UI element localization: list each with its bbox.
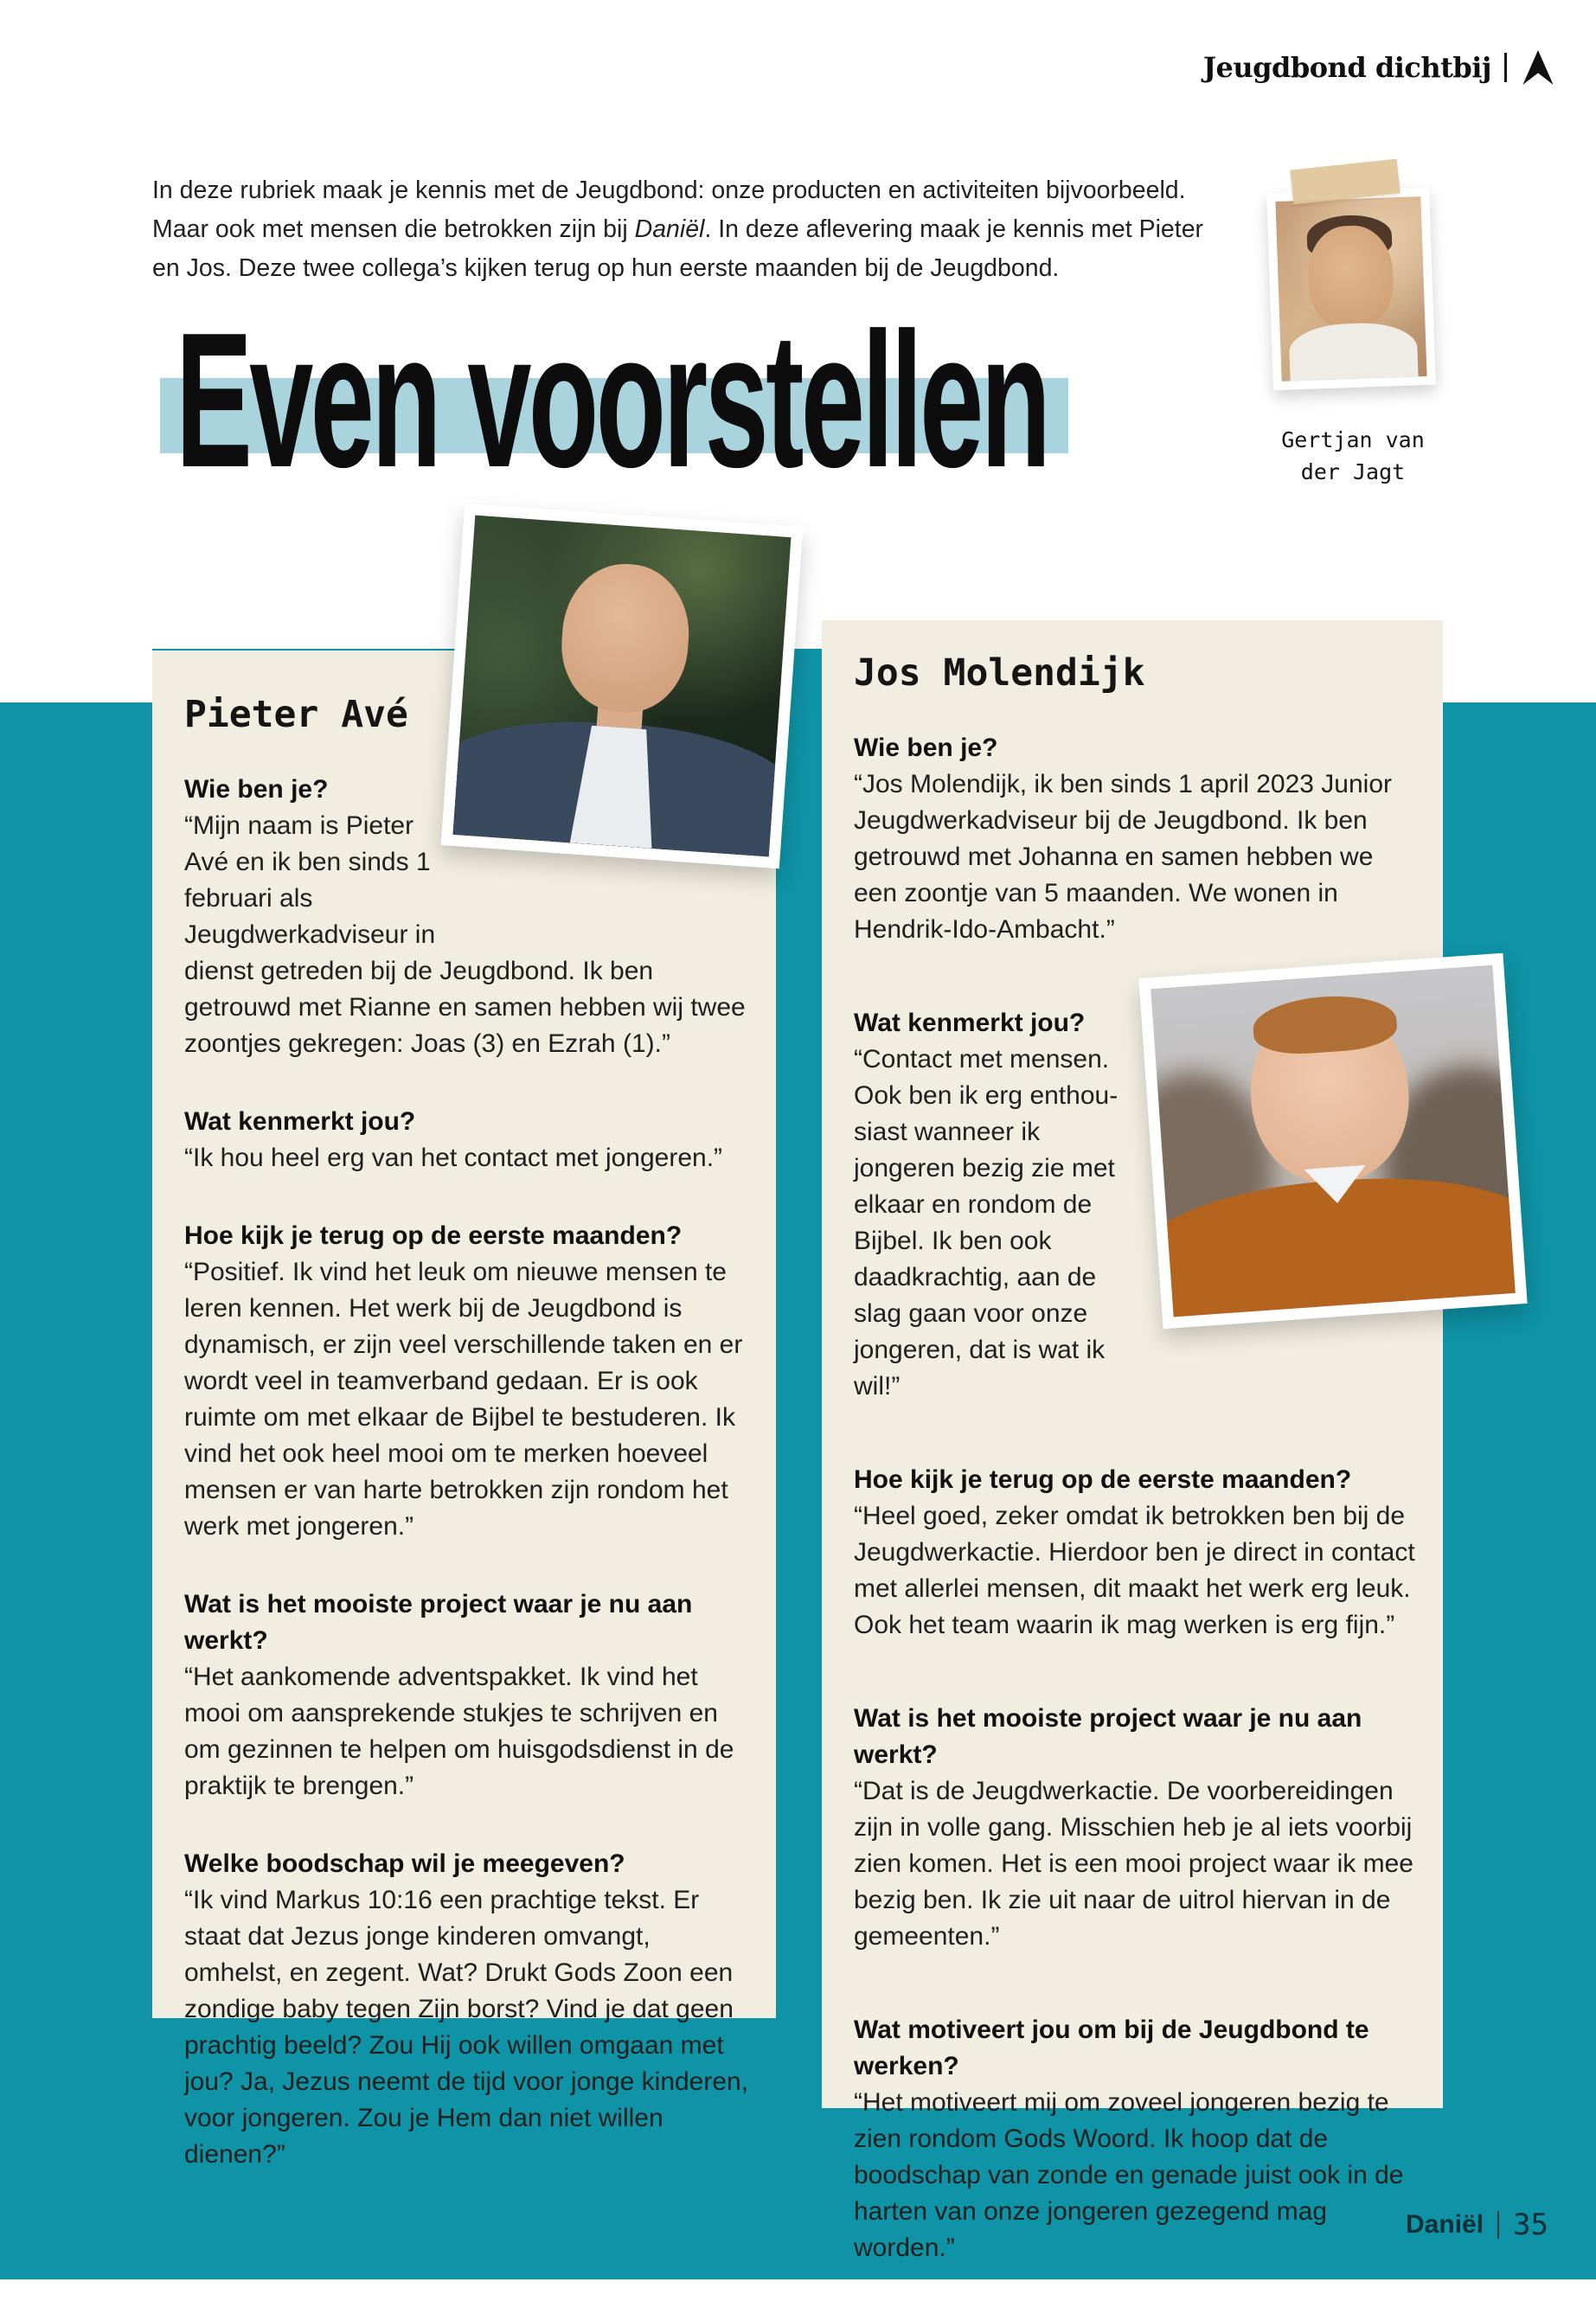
panel-jos: [822, 620, 1443, 2262]
footer-magazine-name: Daniël: [1406, 2210, 1484, 2239]
polaroid-gertjan: [1266, 188, 1436, 390]
answer: “Ik vind Markus 10:16 een prachtige tekst. Er staat dat Jezus jonge kinderen omvangt, omhelst, en zegent. Wat? Drukt Gods Zoon een zondige baby tegen Zijn borst? Vind je dat geen prachtig beeld? Zou Hij ook willen omgaan met jou? Ja, Jezus neemt de tijd voor jonge kinderen, voor jongeren. Zou je Hem dan niet willen dienen?”: [184, 1886, 749, 2169]
answer: “Het motiveert mij om zoveel jongeren bezig te zien rondom Gods Woord. Ik hoop dat de boodschap van zonde en genade juist ook in de harten van onze jongeren gezegend mag worden.”: [854, 2088, 1404, 2262]
intro-text-2: . In deze aflevering maak je kennis met Pieter en Jos. Deze twee collega’s kijken terug op hun eerste maanden bij de Jeugdbond.: [152, 215, 1204, 282]
footer-divider: [1497, 2211, 1499, 2239]
page-header: [1203, 50, 1556, 85]
question: Wat is het mooiste project waar je nu aan werkt?: [854, 1704, 1362, 1769]
question: Wie ben je?: [184, 775, 329, 804]
question: Wat kenmerkt jou?: [184, 1107, 416, 1136]
answer: “Contact met mensen. Ook ben ik erg enthousiast wanneer ik jongeren bezig zie met elkaar en rondom de Bijbel. Ik ben ook daadkrachtig, aan de slag gaan voor onze jongeren, dat is wat ik wil!”: [854, 1045, 1118, 1400]
answer: “Mijn naam is Pieter Avé en ik ben sinds 1 februari als Jeugdwerkadviseur in dienst getreden bij de Jeugdbond. Ik ben getrouwd met Rianne en samen hebben wij twee zoontjes gekregen: Joas (3) en Ezrah (1).”: [184, 811, 746, 1058]
qa-block: [184, 1104, 750, 1176]
question: Hoe kijk je terug op de eerste maanden?: [854, 1465, 1352, 1494]
answer: “Ik hou heel erg van het contact met jongeren.”: [184, 1144, 723, 1172]
footer-page-number: 35: [1513, 2208, 1548, 2242]
gertjan-caption-line1: Gertjan van: [1281, 427, 1425, 452]
person-name-pieter: Pieter Avé: [184, 693, 408, 736]
gertjan-caption-line2: der Jagt: [1300, 459, 1406, 484]
header-divider: [1504, 53, 1507, 82]
polaroid-pieter: [441, 503, 804, 868]
qa-block: [184, 1846, 750, 2173]
gertjan-face: [1307, 225, 1395, 332]
answer: “Dat is de Jeugdwerkactie. De voorbereidingen zijn in volle gang. Misschien heb je al iets voorbij zien komen. Het is een mooi project waar ik mee bezig ben. Ik zie uit naar de uitrol hiervan in de gemeenten.”: [854, 1777, 1413, 1951]
jos-photo: [1151, 965, 1516, 1317]
jeugdbond-logo-icon: [1520, 50, 1556, 85]
teal-background-left-strip: [0, 702, 152, 2279]
question: Wat kenmerkt jou?: [854, 1009, 1086, 1037]
qa-block: [184, 1586, 750, 1804]
answer: “Het aankomende adventspakket. Ik vind het mooi om aansprekende stukjes te schrijven en om gezinnen te helpen om huisgodsdienst in de praktijk te brengen.”: [184, 1663, 734, 1800]
answer: “Positief. Ik vind het leuk om nieuwe mensen te leren kennen. Het werk bij de Jeugdbond is dynamisch, er zijn veel verschillende taken en er wordt veel in teamverband gedaan. Er is ook ruimte om met elkaar de Bijbel te bestuderen. Ik vind het ook heel mooi om te merken hoeveel mensen er van harte betrokken zijn rondom het werk met jongeren.”: [184, 1258, 743, 1541]
section-label: Jeugdbond dichtbij: [1202, 51, 1491, 84]
page-title: Even voorstellen: [176, 293, 1048, 508]
qa-block: [854, 1462, 1417, 1644]
question: Hoe kijk je terug op de eerste maanden?: [184, 1221, 683, 1250]
polaroid-jos: [1138, 953, 1527, 1329]
answer: “Heel goed, zeker omdat ik betrokken ben bij de Jeugdwerkactie. Hierdoor ben je direct in contact met allerlei mensen, dit maakt het werk erg leuk. Ook het team waarin ik mag werken is erg fijn.”: [854, 1502, 1415, 1639]
qa-block: [854, 730, 1417, 948]
gertjan-shirt: [1289, 321, 1419, 381]
person-name-jos: Jos Molendijk: [854, 651, 1145, 695]
qa-block: [184, 1218, 750, 1545]
intro-text-1: In deze rubriek maak je kennis met de Jeugdbond: onze producten en activiteiten bijvoorbeeld. Maar ook met mensen die betrokken zijn bij: [152, 176, 1186, 243]
question: Wat is het mooiste project waar je nu aan werkt?: [184, 1590, 693, 1655]
qa-block: [854, 1701, 1417, 1955]
intro-paragraph: [152, 171, 1225, 288]
pieter-face: [557, 561, 694, 716]
pieter-photo: [453, 516, 792, 857]
question: Welke boodschap wil je meegeven?: [184, 1849, 625, 1878]
qa-block: [854, 2012, 1417, 2266]
question: Wat motiveert jou om bij de Jeugdbond te werken?: [854, 2016, 1369, 2080]
question: Wie ben je?: [854, 734, 998, 762]
page-footer: [1406, 2208, 1548, 2242]
gertjan-caption: [1244, 424, 1462, 488]
intro-magazine-name: Daniël: [634, 215, 705, 243]
teal-background-right-strip: [1443, 702, 1596, 2279]
gertjan-photo: [1275, 196, 1426, 381]
answer: “Jos Molendijk, ik ben sinds 1 april 2023 Junior Jeugdwerkadviseur bij de Jeugdbond. Ik ben getrouwd met Johanna en samen hebben we een zoontje van 5 maanden. We wonen in Hendrik-Ido-Ambacht.”: [854, 770, 1392, 944]
